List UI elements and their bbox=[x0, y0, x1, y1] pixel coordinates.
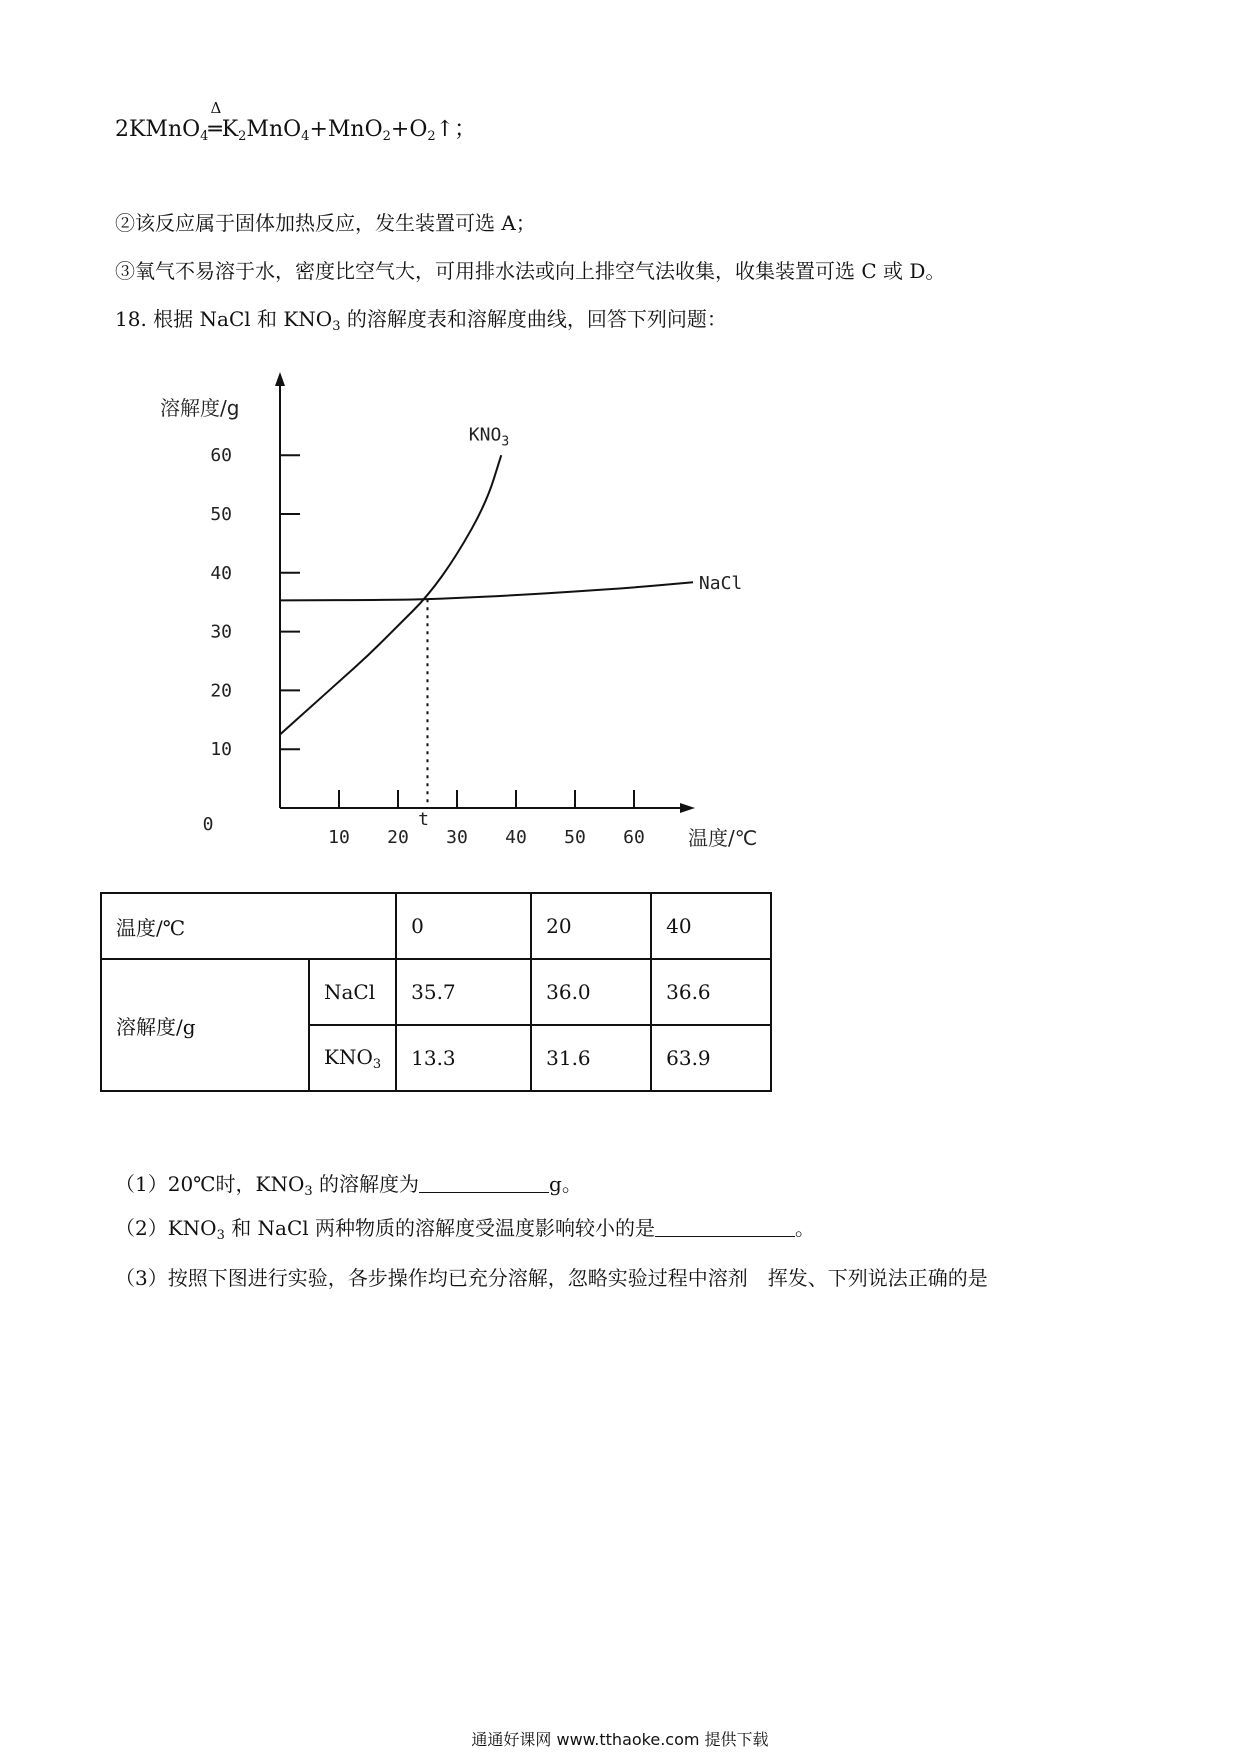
y-tick-label: 60 bbox=[210, 445, 232, 467]
x-tick-label: 40 bbox=[505, 827, 527, 848]
x-tick-label: 20 bbox=[387, 827, 409, 848]
question-3: （3）按照下图进行实验，各步操作均已充分溶解，忽略实验过程中溶剂 挥发、下列说法正确的是 bbox=[115, 1266, 988, 1290]
temp-cell: 20 bbox=[531, 893, 651, 959]
eq-reactant: 2KMnO bbox=[115, 117, 201, 142]
temp-cell: 0 bbox=[396, 893, 531, 959]
nacl-series-label: NaCl bbox=[698, 572, 743, 594]
intersection-label: t bbox=[418, 809, 429, 830]
answer-blank[interactable] bbox=[419, 1172, 549, 1193]
page-footer: 通通好课网 www.tthaoke.com 提供下载 bbox=[471, 1730, 769, 1749]
eq-reactant-subscript: 4 bbox=[200, 129, 209, 144]
substance-cell-kno3: $KNO_3$ bbox=[309, 1025, 396, 1091]
solubility-chart bbox=[150, 370, 800, 850]
question-18-stem: 18. 根据 NaCl 和 $KNO_3$ 的溶解度表和溶解度曲线，回答下列问题： bbox=[115, 307, 727, 334]
table-row bbox=[101, 959, 771, 1025]
answer-line-3: ③氧气不易溶于水，密度比空气大，可用排水法或向上排空气法收集，收集装置可选 C 或 D。 bbox=[115, 259, 946, 283]
temp-header-cell: 温度/℃ bbox=[101, 893, 396, 959]
question-1: （1）20℃时，$KNO_3$ 的溶解度为 g。 bbox=[115, 1172, 582, 1199]
y-tick-label: 50 bbox=[210, 504, 232, 525]
solubility-table bbox=[100, 892, 772, 1092]
origin-label: 0 bbox=[202, 814, 214, 835]
substance-cell-nacl: NaCl bbox=[309, 959, 396, 1025]
kno3-series-label: $KNO_3$ bbox=[468, 424, 510, 450]
answer-blank[interactable] bbox=[655, 1216, 795, 1237]
y-tick-label: 40 bbox=[210, 562, 232, 584]
eq-equals-sign: Δ ═ bbox=[208, 99, 222, 142]
eq-gas-arrow: ↑； bbox=[435, 117, 477, 142]
value-cell: 36.6 bbox=[651, 959, 771, 1025]
solubility-header-cell: 溶解度/g bbox=[101, 959, 309, 1091]
value-cell: 36.0 bbox=[531, 959, 651, 1025]
reaction-equation: 2KMnO$_4$ Δ $═K_2MnO_4+MnO_2+O_2↑$； bbox=[115, 99, 477, 144]
y-tick-label: 30 bbox=[210, 621, 232, 643]
value-cell: 31.6 bbox=[531, 1025, 651, 1091]
y-tick-label: 20 bbox=[210, 680, 232, 702]
nacl-curve bbox=[280, 582, 693, 600]
answer-line-2: ②该反应属于固体加热反应，发生装置可选 A； bbox=[115, 211, 536, 235]
x-axis-arrow bbox=[680, 803, 695, 813]
x-tick-label: 50 bbox=[564, 827, 586, 848]
eq-product-3: +O bbox=[390, 117, 428, 142]
eq-product-2: +MnO bbox=[309, 117, 383, 142]
heat-condition-symbol: Δ bbox=[210, 99, 222, 117]
eq-product-1: K bbox=[221, 117, 239, 142]
value-cell: 63.9 bbox=[651, 1025, 771, 1091]
table-row bbox=[101, 893, 771, 959]
question-2: $(2)KNO_3$ 和 NaCl 两种物质的溶解度受温度影响较小的是 。 bbox=[115, 1216, 816, 1243]
value-cell: 35.7 bbox=[396, 959, 531, 1025]
y-axis-title: 溶解度/g bbox=[160, 396, 240, 420]
x-tick-label: 10 bbox=[328, 827, 350, 848]
chart-labels bbox=[160, 396, 757, 850]
temp-cell: 40 bbox=[651, 893, 771, 959]
value-cell: 13.3 bbox=[396, 1025, 531, 1091]
y-axis-arrow bbox=[275, 372, 285, 386]
x-tick-label: 30 bbox=[446, 827, 468, 848]
chart-ticks bbox=[280, 455, 634, 808]
chart-series bbox=[280, 455, 693, 808]
y-tick-label: 10 bbox=[210, 739, 232, 761]
x-tick-label: 60 bbox=[623, 827, 645, 848]
kno3-curve bbox=[280, 455, 501, 734]
x-axis-title: 温度/℃ bbox=[688, 826, 758, 850]
